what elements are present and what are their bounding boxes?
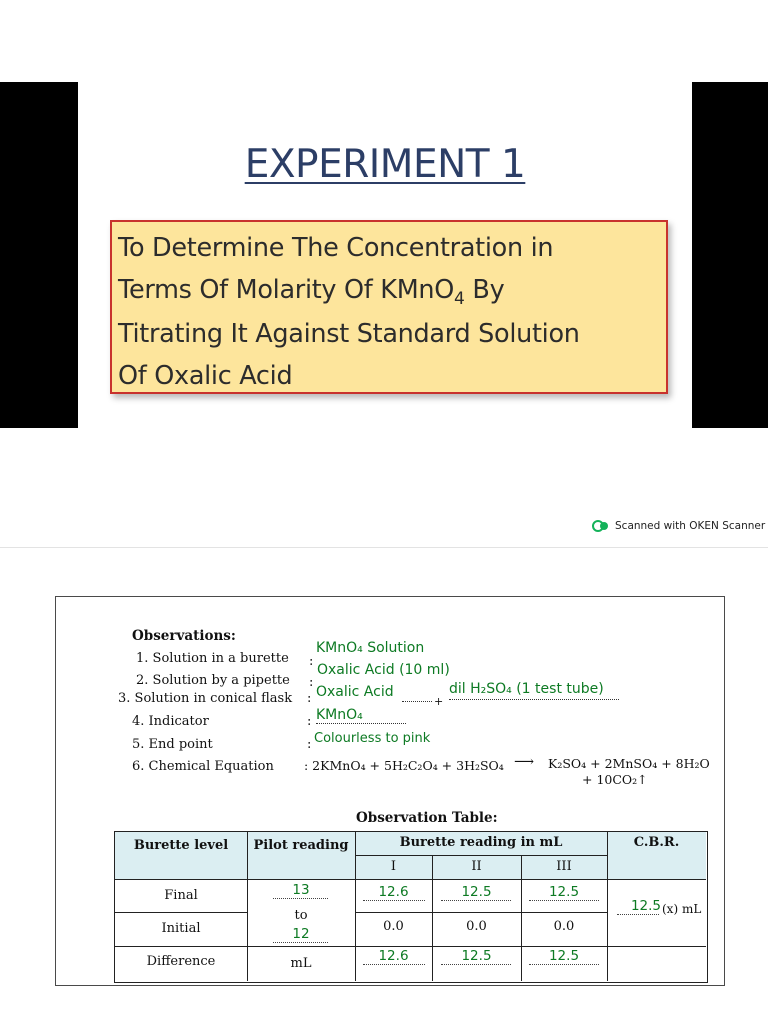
aim-line-4: Of Oxalic Acid (118, 360, 293, 391)
observation-table-title: Observation Table: (356, 810, 498, 826)
row-label-initial: Initial (161, 921, 201, 936)
initial-trial-3: 0.0 (553, 919, 575, 934)
equation-rhs-2: + 10CO₂↑ (582, 772, 648, 787)
aim-line-2-text: Terms Of Molarity Of KMnO (118, 274, 455, 305)
aim-line-2-end: By (464, 274, 505, 305)
obs-colon-1: : (309, 654, 314, 669)
final-trial-1-dots (363, 900, 425, 901)
obs-colon-3: : (307, 691, 312, 706)
scanned-worksheet (55, 596, 725, 986)
row-divider (115, 912, 247, 913)
cbr-value: 12.5 (630, 898, 661, 914)
col-divider (607, 832, 608, 981)
row-divider (355, 855, 607, 856)
obs-label-6: 6. Chemical Equation (132, 759, 274, 774)
cbr-suffix: (x) mL (662, 902, 702, 916)
difference-trial-3-dots (529, 964, 599, 965)
difference-trial-1-dots (363, 964, 425, 965)
obs-label-4: 4. Indicator (132, 714, 209, 729)
obs-dotline-4 (316, 723, 406, 724)
aim-line-3: Titrating It Against Standard Solution (118, 319, 580, 349)
observations-heading: Observations: (132, 628, 236, 644)
obs-label-1: 1. Solution in a burette (136, 651, 289, 666)
pilot-unit: mL (290, 956, 312, 971)
aim-subscript: 4 (454, 288, 465, 309)
obs-answer-3b: dil H₂SO₄ (1 test tube) (449, 681, 604, 697)
pilot-to: to (294, 908, 308, 923)
header-burette-level: Burette level (133, 838, 229, 853)
oken-scanner-logo-icon (592, 519, 610, 533)
header-trial-3: III (556, 859, 572, 874)
final-trial-3-dots (529, 900, 599, 901)
header-trial-1: I (390, 859, 397, 874)
difference-trial-2: 12.5 (461, 948, 492, 964)
final-trial-2-dots (441, 900, 511, 901)
header-cbr: C.B.R. (633, 835, 680, 850)
slide-title: EXPERIMENT 1 (244, 142, 526, 187)
plus-sign: + (434, 695, 444, 708)
equation-lhs: : 2KMnO₄ + 5H₂C₂O₄ + 3H₂SO₄ (304, 758, 504, 773)
obs-colon-5: : (307, 737, 312, 752)
obs-colon-2: : (309, 675, 314, 690)
obs-answer-5: Colourless to pink (314, 731, 431, 746)
initial-trial-1: 0.0 (383, 919, 404, 934)
obs-label-5: 5. End point (132, 737, 213, 752)
cbr-dots (617, 914, 659, 915)
difference-trial-3: 12.5 (548, 948, 580, 964)
obs-answer-4: KMnO₄ (316, 707, 363, 723)
observation-table (114, 831, 708, 983)
difference-trial-2-dots (441, 964, 511, 965)
pilot-initial-dots (273, 942, 328, 943)
reaction-arrow-icon: ⟶ (514, 754, 535, 770)
aim-text (118, 228, 656, 397)
obs-colon-4: : (307, 714, 312, 729)
obs-answer-3a: Oxalic Acid (316, 684, 394, 700)
experiment-slide (78, 82, 692, 428)
row-label-final: Final (164, 888, 198, 903)
obs-answer-2: Oxalic Acid (10 ml) (317, 662, 450, 678)
row-divider (355, 912, 607, 913)
scanner-watermark-text: Scanned with OKEN Scanner (615, 520, 766, 532)
obs-dotline-3a (402, 701, 432, 702)
pilot-initial: 12 (292, 926, 310, 942)
header-pilot-reading: Pilot reading (253, 838, 349, 853)
pilot-final: 13 (292, 882, 310, 898)
row-divider (115, 879, 706, 880)
aim-line-2 (118, 270, 656, 315)
initial-trial-2: 0.0 (466, 919, 487, 934)
row-label-difference: Difference (146, 954, 216, 969)
obs-dotline-3b (449, 699, 619, 700)
scanner-watermark (592, 518, 765, 534)
header-trial-2: II (471, 859, 482, 874)
aim-line-1: To Determine The Concentration in (118, 233, 554, 263)
final-trial-2: 12.5 (461, 884, 492, 900)
page-divider (0, 547, 768, 548)
obs-answer-1: KMnO₄ Solution (316, 640, 425, 656)
header-burette-reading: Burette reading in mL (399, 835, 563, 850)
difference-trial-1: 12.6 (378, 948, 409, 964)
aim-box (110, 220, 668, 394)
equation-rhs: K₂SO₄ + 2MnSO₄ + 8H₂O (548, 756, 710, 771)
final-trial-3: 12.5 (548, 884, 580, 900)
final-trial-1: 12.6 (378, 884, 409, 900)
pilot-final-dots (273, 898, 328, 899)
obs-label-3: 3. Solution in conical flask (118, 691, 293, 706)
obs-label-2: 2. Solution by a pipette (136, 673, 290, 688)
